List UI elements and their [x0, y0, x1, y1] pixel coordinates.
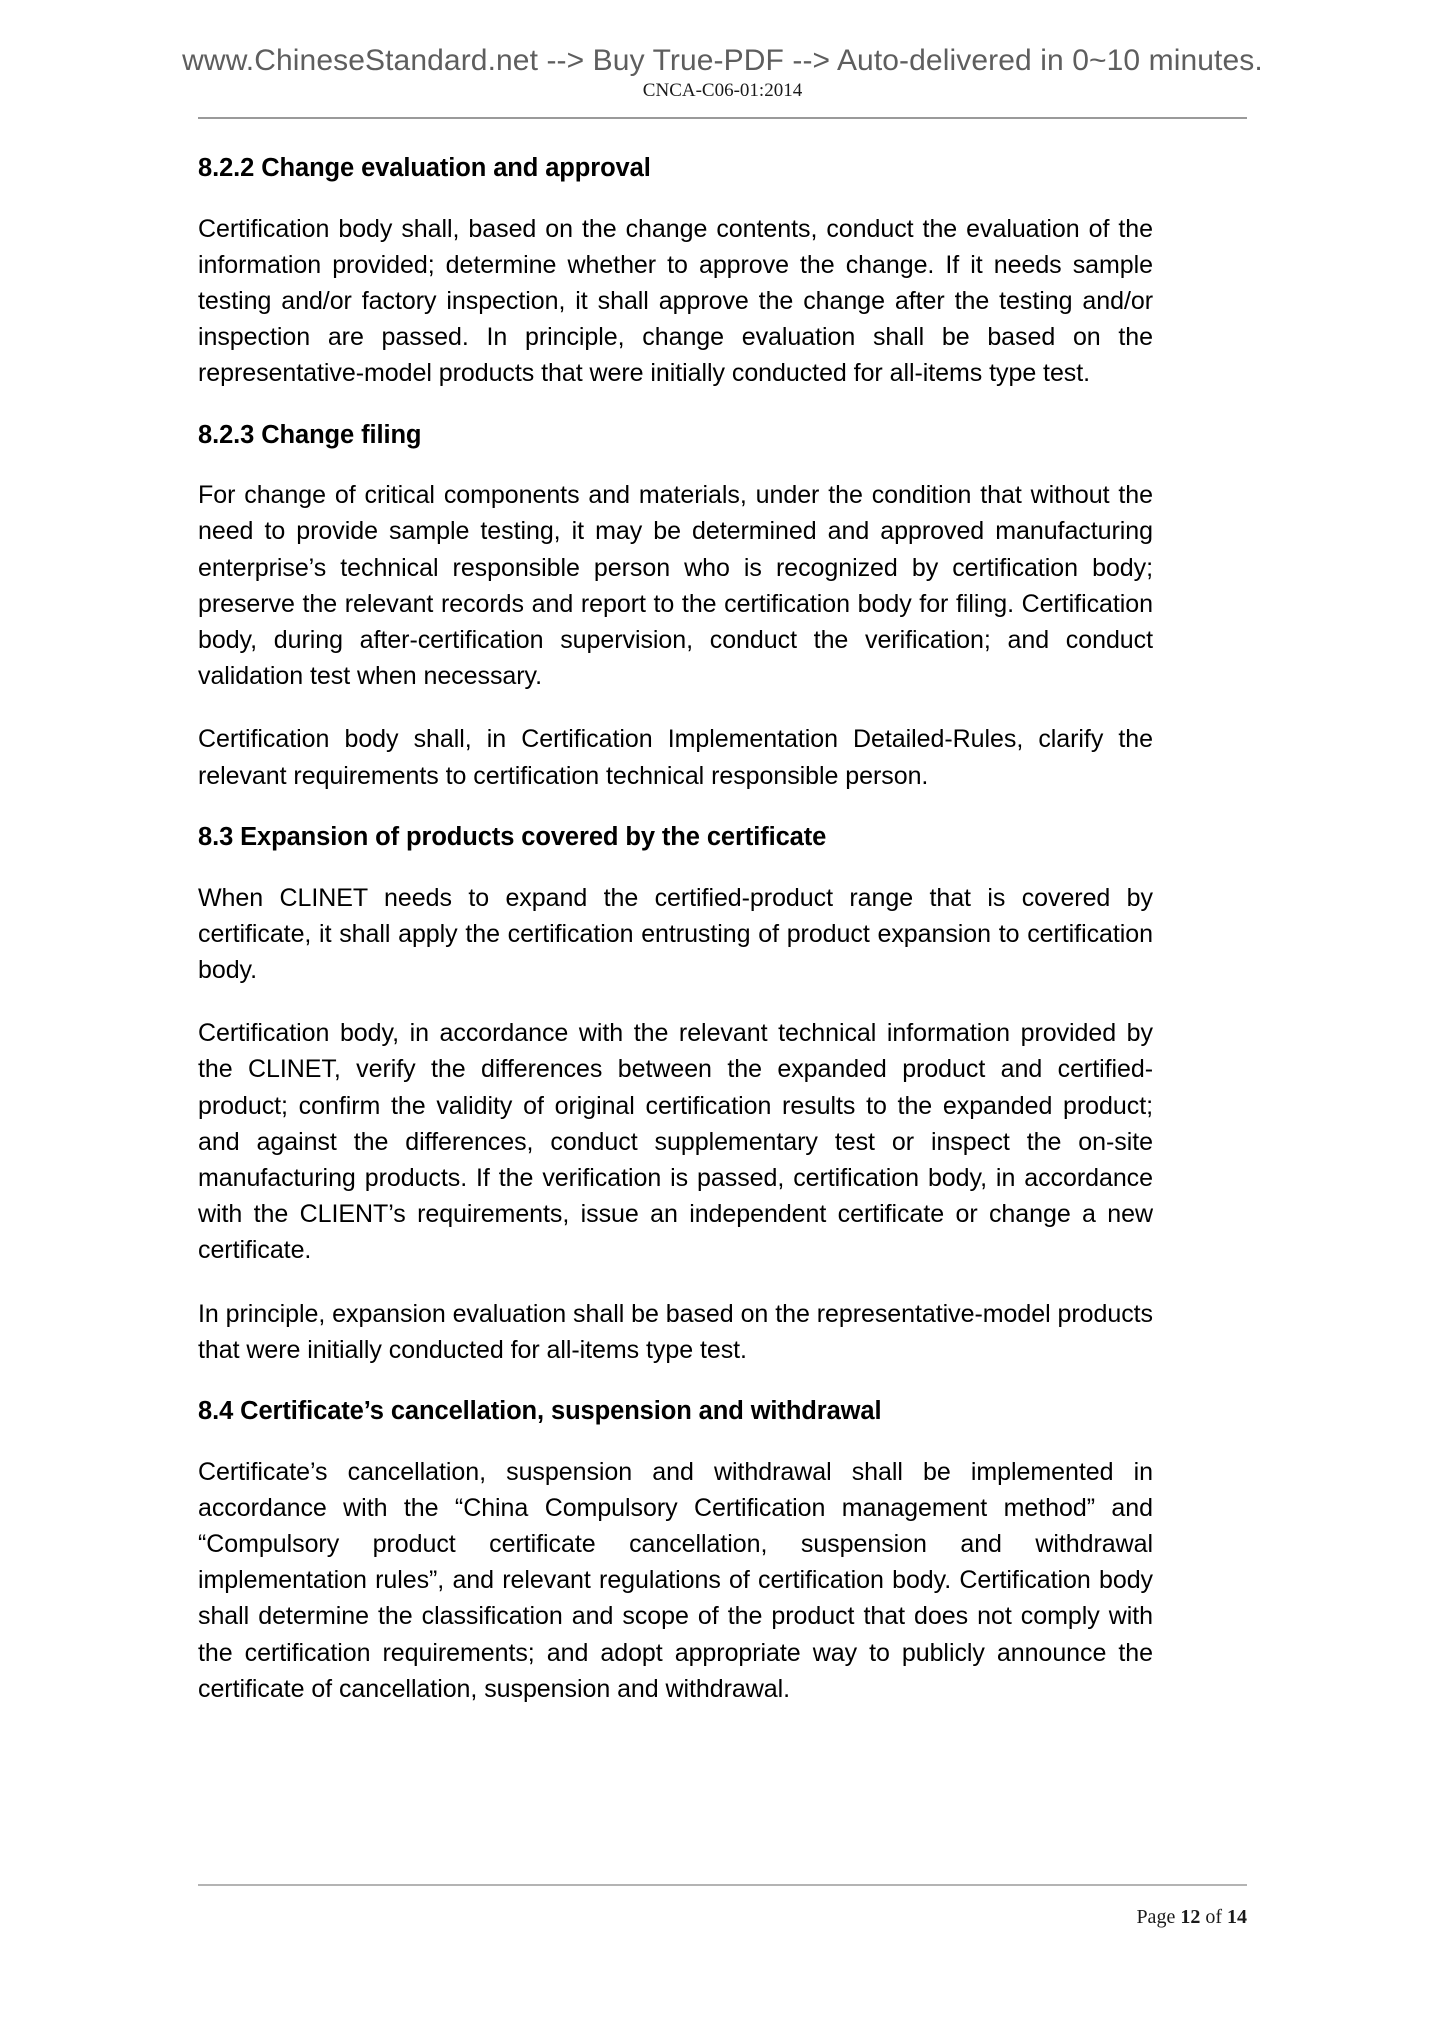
footer-page-label: Page — [1136, 1906, 1176, 1928]
paragraph-8-3-1: When CLINET needs to expand the certified-product range that is covered by certificate, it shall apply the certification entrusting of product expansion to certification body. — [198, 883, 1153, 984]
page-number-footer — [1136, 1906, 1247, 1929]
document-header-standard-number: CNCA-C06-01:2014 — [642, 80, 803, 101]
paragraph-8-3-3: In principle, expansion evaluation shall be based on the representative-model products that were initially conducted for all-items type test. — [198, 1299, 1153, 1364]
paragraph-8-2-3-1: For change of critical components and materials, under the condition that without the need to provide sample testing, it may be determined and approved manufacturing enterprise’s technical responsible person who is recognized by certification body; preserve the relevant records and report to the certification body for filing. Certification body, during after-certification supervision, conduct the verification; and conduct validation test when necessary. — [198, 481, 1153, 691]
section-heading-8-2-3: 8.2.3 Change filing — [198, 420, 422, 449]
footer-of-label: of — [1205, 1906, 1222, 1928]
section-heading-8-4: 8.4 Certificate’s cancellation, suspension and withdrawal — [198, 1396, 882, 1425]
paragraph-8-2-2-1: Certification body shall, based on the change contents, conduct the evaluation of the information provided; determine whether to approve the change. If it needs sample testing and/or factory inspection, it shall approve the change after the testing and/or inspection are passed. In principle, change evaluation shall be based on the representative-model products that were initially conducted for all-items type test. — [198, 214, 1153, 388]
header-divider — [198, 117, 1247, 119]
paragraph-8-2-3-2: Certification body shall, in Certification Implementation Detailed-Rules, clarify the relevant requirements to certification technical responsible person. — [198, 725, 1153, 790]
footer-current-page: 12 — [1180, 1906, 1201, 1928]
promo-banner: www.ChineseStandard.net --> Buy True-PDF --> Auto-delivered in 0~10 minutes. — [182, 44, 1263, 77]
section-heading-8-3: 8.3 Expansion of products covered by the certificate — [198, 822, 827, 851]
paragraph-8-3-2: Certification body, in accordance with the relevant technical information provided by the CLINET, verify the differences between the expanded product and certified-product; confirm the validity of original certification results to the expanded product; and against the differences, conduct supplementary test or inspect the on-site manufacturing products. If the verification is passed, certification body, in accordance with the CLIENT’s requirements, issue an independent certificate or change a new certificate. — [198, 1019, 1153, 1265]
document-body — [198, 152, 1153, 1707]
section-heading-8-2-2: 8.2.2 Change evaluation and approval — [198, 154, 651, 182]
paragraph-8-4-1: Certificate’s cancellation, suspension and withdrawal shall be implemented in accordance with the “China Compulsory Certification management method” and “Compulsory product certificate cancellation, suspension and withdrawal implementation rules”, and relevant regulations of certification body. Certification body shall determine the classification and scope of the product that does not comply with the certification requirements; and adopt appropriate way to publicly announce the certificate of cancellation, suspension and withdrawal. — [198, 1457, 1153, 1703]
footer-divider — [198, 1884, 1247, 1886]
footer-total-pages: 14 — [1227, 1906, 1247, 1928]
